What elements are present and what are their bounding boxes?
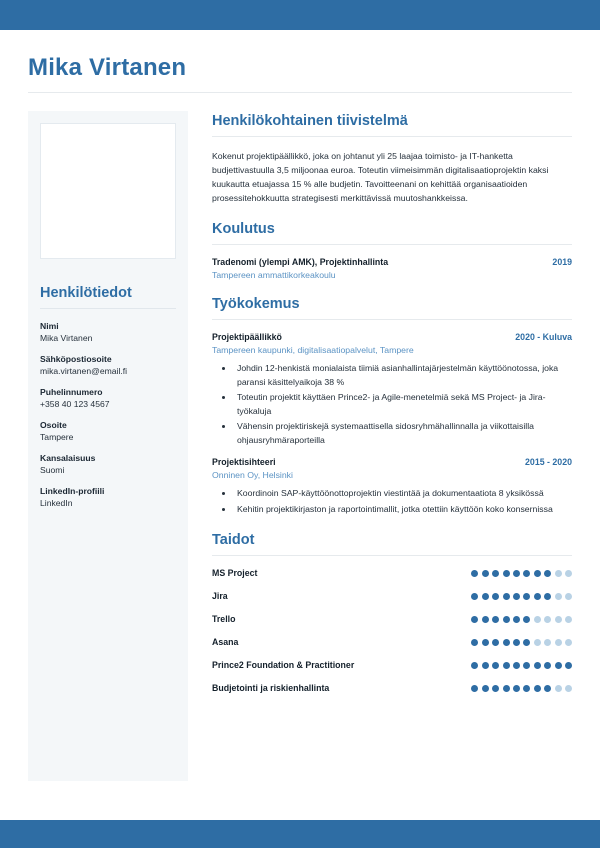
personal-details-list bbox=[40, 321, 176, 508]
dot-filled bbox=[503, 616, 510, 623]
dot-filled bbox=[492, 593, 499, 600]
dot-filled bbox=[471, 639, 478, 646]
education-entry-head bbox=[212, 257, 572, 267]
education-school: Tampereen ammattikorkeakoulu bbox=[212, 270, 336, 281]
dot-filled bbox=[513, 570, 520, 577]
dot-filled bbox=[523, 639, 530, 646]
detail-value: +358 40 123 4567 bbox=[40, 399, 110, 409]
skill-name: Trello bbox=[212, 614, 236, 625]
skill-row bbox=[212, 637, 572, 647]
experience-role: Projektisihteeri bbox=[212, 457, 276, 468]
dot-filled bbox=[534, 593, 541, 600]
dot-filled bbox=[565, 662, 572, 669]
dot-filled bbox=[544, 593, 551, 600]
detail-value: Suomi bbox=[40, 465, 65, 475]
experience-org: Tampereen kaupunki, digitalisaatiopalvelut, Tampere bbox=[212, 345, 414, 356]
dot-filled bbox=[471, 616, 478, 623]
dot-filled bbox=[523, 616, 530, 623]
dot-filled bbox=[523, 593, 530, 600]
education-degree: Tradenomi (ylempi AMK), Projektinhallinta bbox=[212, 257, 389, 268]
detail-item bbox=[40, 387, 176, 409]
experience-heading: Työkokemus bbox=[212, 296, 572, 320]
sidebar bbox=[28, 111, 188, 781]
skill-name: MS Project bbox=[212, 568, 258, 579]
dot-empty bbox=[565, 685, 572, 692]
footer-band bbox=[0, 820, 600, 848]
detail-item bbox=[40, 321, 176, 343]
dot-filled bbox=[482, 685, 489, 692]
bullet-item: • Johdin 12-henkistä monialaista tiimiä asianhallintajärjestelmän käyttöönotossa, joka paransi käsittelyaikoja 38 % bbox=[234, 362, 572, 389]
dot-filled bbox=[492, 662, 499, 669]
dot-empty bbox=[565, 593, 572, 600]
dot-filled bbox=[503, 662, 510, 669]
experience-entry-head bbox=[212, 332, 572, 342]
dot-empty bbox=[565, 639, 572, 646]
dot-filled bbox=[471, 685, 478, 692]
education-date: 2019 bbox=[552, 257, 572, 268]
candidate-name: Mika Virtanen bbox=[28, 54, 187, 81]
dot-empty bbox=[555, 593, 562, 600]
sidebar-section-title: Henkilötiedot bbox=[40, 285, 176, 309]
detail-value: Mika Virtanen bbox=[40, 333, 93, 343]
skill-level-dots bbox=[471, 616, 572, 623]
dot-filled bbox=[482, 639, 489, 646]
dot-filled bbox=[544, 685, 551, 692]
detail-item bbox=[40, 486, 176, 508]
skill-row bbox=[212, 683, 572, 693]
dot-filled bbox=[534, 570, 541, 577]
experience-entry-head bbox=[212, 457, 572, 467]
dot-empty bbox=[555, 685, 562, 692]
bullet-item: • Toteutin projektit käyttäen Prince2- ja Agile-menetelmiä sekä MS Project- ja Jira-työkaluja bbox=[234, 391, 572, 418]
dot-filled bbox=[555, 662, 562, 669]
bullet-item: • Vähensin projektiriskejä systemaattisella sidosryhmähallinnalla ja viikottaisilla ohjausryhmäraporteilla bbox=[234, 420, 572, 447]
dot-filled bbox=[523, 685, 530, 692]
dot-filled bbox=[482, 662, 489, 669]
dot-filled bbox=[523, 662, 530, 669]
skill-level-dots bbox=[471, 639, 572, 646]
experience-org: Onninen Oy, Helsinki bbox=[212, 470, 293, 481]
education-heading: Koulutus bbox=[212, 221, 572, 245]
main-column bbox=[188, 111, 572, 706]
dot-filled bbox=[503, 570, 510, 577]
dot-filled bbox=[503, 639, 510, 646]
dot-empty bbox=[555, 570, 562, 577]
detail-item bbox=[40, 354, 176, 376]
section-experience bbox=[212, 296, 572, 516]
dot-filled bbox=[471, 662, 478, 669]
dot-empty bbox=[555, 616, 562, 623]
section-skills bbox=[212, 532, 572, 693]
skill-name: Prince2 Foundation & Practitioner bbox=[212, 660, 355, 671]
detail-item bbox=[40, 453, 176, 475]
dot-filled bbox=[482, 570, 489, 577]
dot-empty bbox=[544, 616, 551, 623]
dot-filled bbox=[492, 685, 499, 692]
dot-filled bbox=[513, 639, 520, 646]
detail-value: mika.virtanen@email.fi bbox=[40, 366, 128, 376]
experience-entry bbox=[212, 332, 572, 447]
summary-heading: Henkilökohtainen tiivistelmä bbox=[212, 113, 572, 137]
detail-label: Osoite bbox=[40, 420, 67, 430]
detail-label: LinkedIn-profiili bbox=[40, 486, 105, 496]
dot-filled bbox=[513, 593, 520, 600]
skill-level-dots bbox=[471, 662, 572, 669]
section-summary bbox=[212, 113, 572, 205]
dot-filled bbox=[534, 685, 541, 692]
dot-filled bbox=[544, 662, 551, 669]
header-band bbox=[0, 0, 600, 30]
experience-entry bbox=[212, 457, 572, 516]
dot-filled bbox=[482, 616, 489, 623]
dot-filled bbox=[492, 616, 499, 623]
experience-date: 2015 - 2020 bbox=[525, 457, 572, 468]
resume-content bbox=[0, 30, 600, 820]
dot-filled bbox=[534, 662, 541, 669]
name-header bbox=[28, 30, 572, 93]
section-education bbox=[212, 221, 572, 280]
skill-row bbox=[212, 568, 572, 578]
skill-level-dots bbox=[471, 570, 572, 577]
detail-label: Nimi bbox=[40, 321, 59, 331]
skill-level-dots bbox=[471, 593, 572, 600]
dot-filled bbox=[503, 685, 510, 692]
dot-filled bbox=[492, 570, 499, 577]
two-column-layout bbox=[28, 111, 572, 781]
skill-row bbox=[212, 591, 572, 601]
skill-name: Jira bbox=[212, 591, 228, 602]
dot-filled bbox=[513, 616, 520, 623]
dot-filled bbox=[482, 593, 489, 600]
dot-empty bbox=[565, 616, 572, 623]
detail-item bbox=[40, 420, 176, 442]
dot-empty bbox=[534, 616, 541, 623]
dot-filled bbox=[492, 639, 499, 646]
experience-role: Projektipäällikkö bbox=[212, 332, 282, 343]
dot-filled bbox=[513, 685, 520, 692]
experience-bullets bbox=[226, 362, 572, 447]
skill-name: Budjetointi ja riskienhallinta bbox=[212, 683, 330, 694]
detail-label: Kansalaisuus bbox=[40, 453, 96, 463]
summary-text: Kokenut projektipäällikkö, joka on johtanut yli 25 laajaa toimisto- ja IT-hanketta budjettivastuulla 3,5 miljoonaa euroa. Toteutin viimeisimmän digitalisaatioprojektin kaksi kuukautta etuajassa 15 % alle budjetin. Tavoitteenani on kehittää organisaatioiden prosessitehokkuutta strategisesti merkittävissä muutoshankkeissa. bbox=[212, 151, 549, 204]
dot-filled bbox=[503, 593, 510, 600]
skill-level-dots bbox=[471, 685, 572, 692]
education-entry bbox=[212, 257, 572, 280]
dot-filled bbox=[471, 593, 478, 600]
detail-label: Puhelinnumero bbox=[40, 387, 103, 397]
skills-heading: Taidot bbox=[212, 532, 572, 556]
dot-filled bbox=[471, 570, 478, 577]
bullet-item: • Koordinoin SAP-käyttöönottoprojektin viestintää ja dokumentaatiota 8 yksikössä bbox=[234, 487, 572, 500]
dot-filled bbox=[523, 570, 530, 577]
profile-photo-placeholder bbox=[40, 123, 176, 259]
detail-label: Sähköpostiosoite bbox=[40, 354, 112, 364]
skill-row bbox=[212, 660, 572, 670]
experience-date: 2020 - Kuluva bbox=[515, 332, 572, 343]
detail-value[interactable]: LinkedIn bbox=[40, 498, 73, 508]
dot-empty bbox=[565, 570, 572, 577]
bullet-item: • Kehitin projektikirjaston ja raportointimallit, jotka otettiin käyttöön koko konsernissa bbox=[234, 503, 572, 516]
skills-list bbox=[212, 568, 572, 693]
dot-empty bbox=[544, 639, 551, 646]
dot-empty bbox=[555, 639, 562, 646]
experience-bullets bbox=[226, 487, 572, 516]
dot-empty bbox=[534, 639, 541, 646]
skill-row bbox=[212, 614, 572, 624]
detail-value: Tampere bbox=[40, 432, 74, 442]
skill-name: Asana bbox=[212, 637, 239, 648]
dot-filled bbox=[513, 662, 520, 669]
dot-filled bbox=[544, 570, 551, 577]
